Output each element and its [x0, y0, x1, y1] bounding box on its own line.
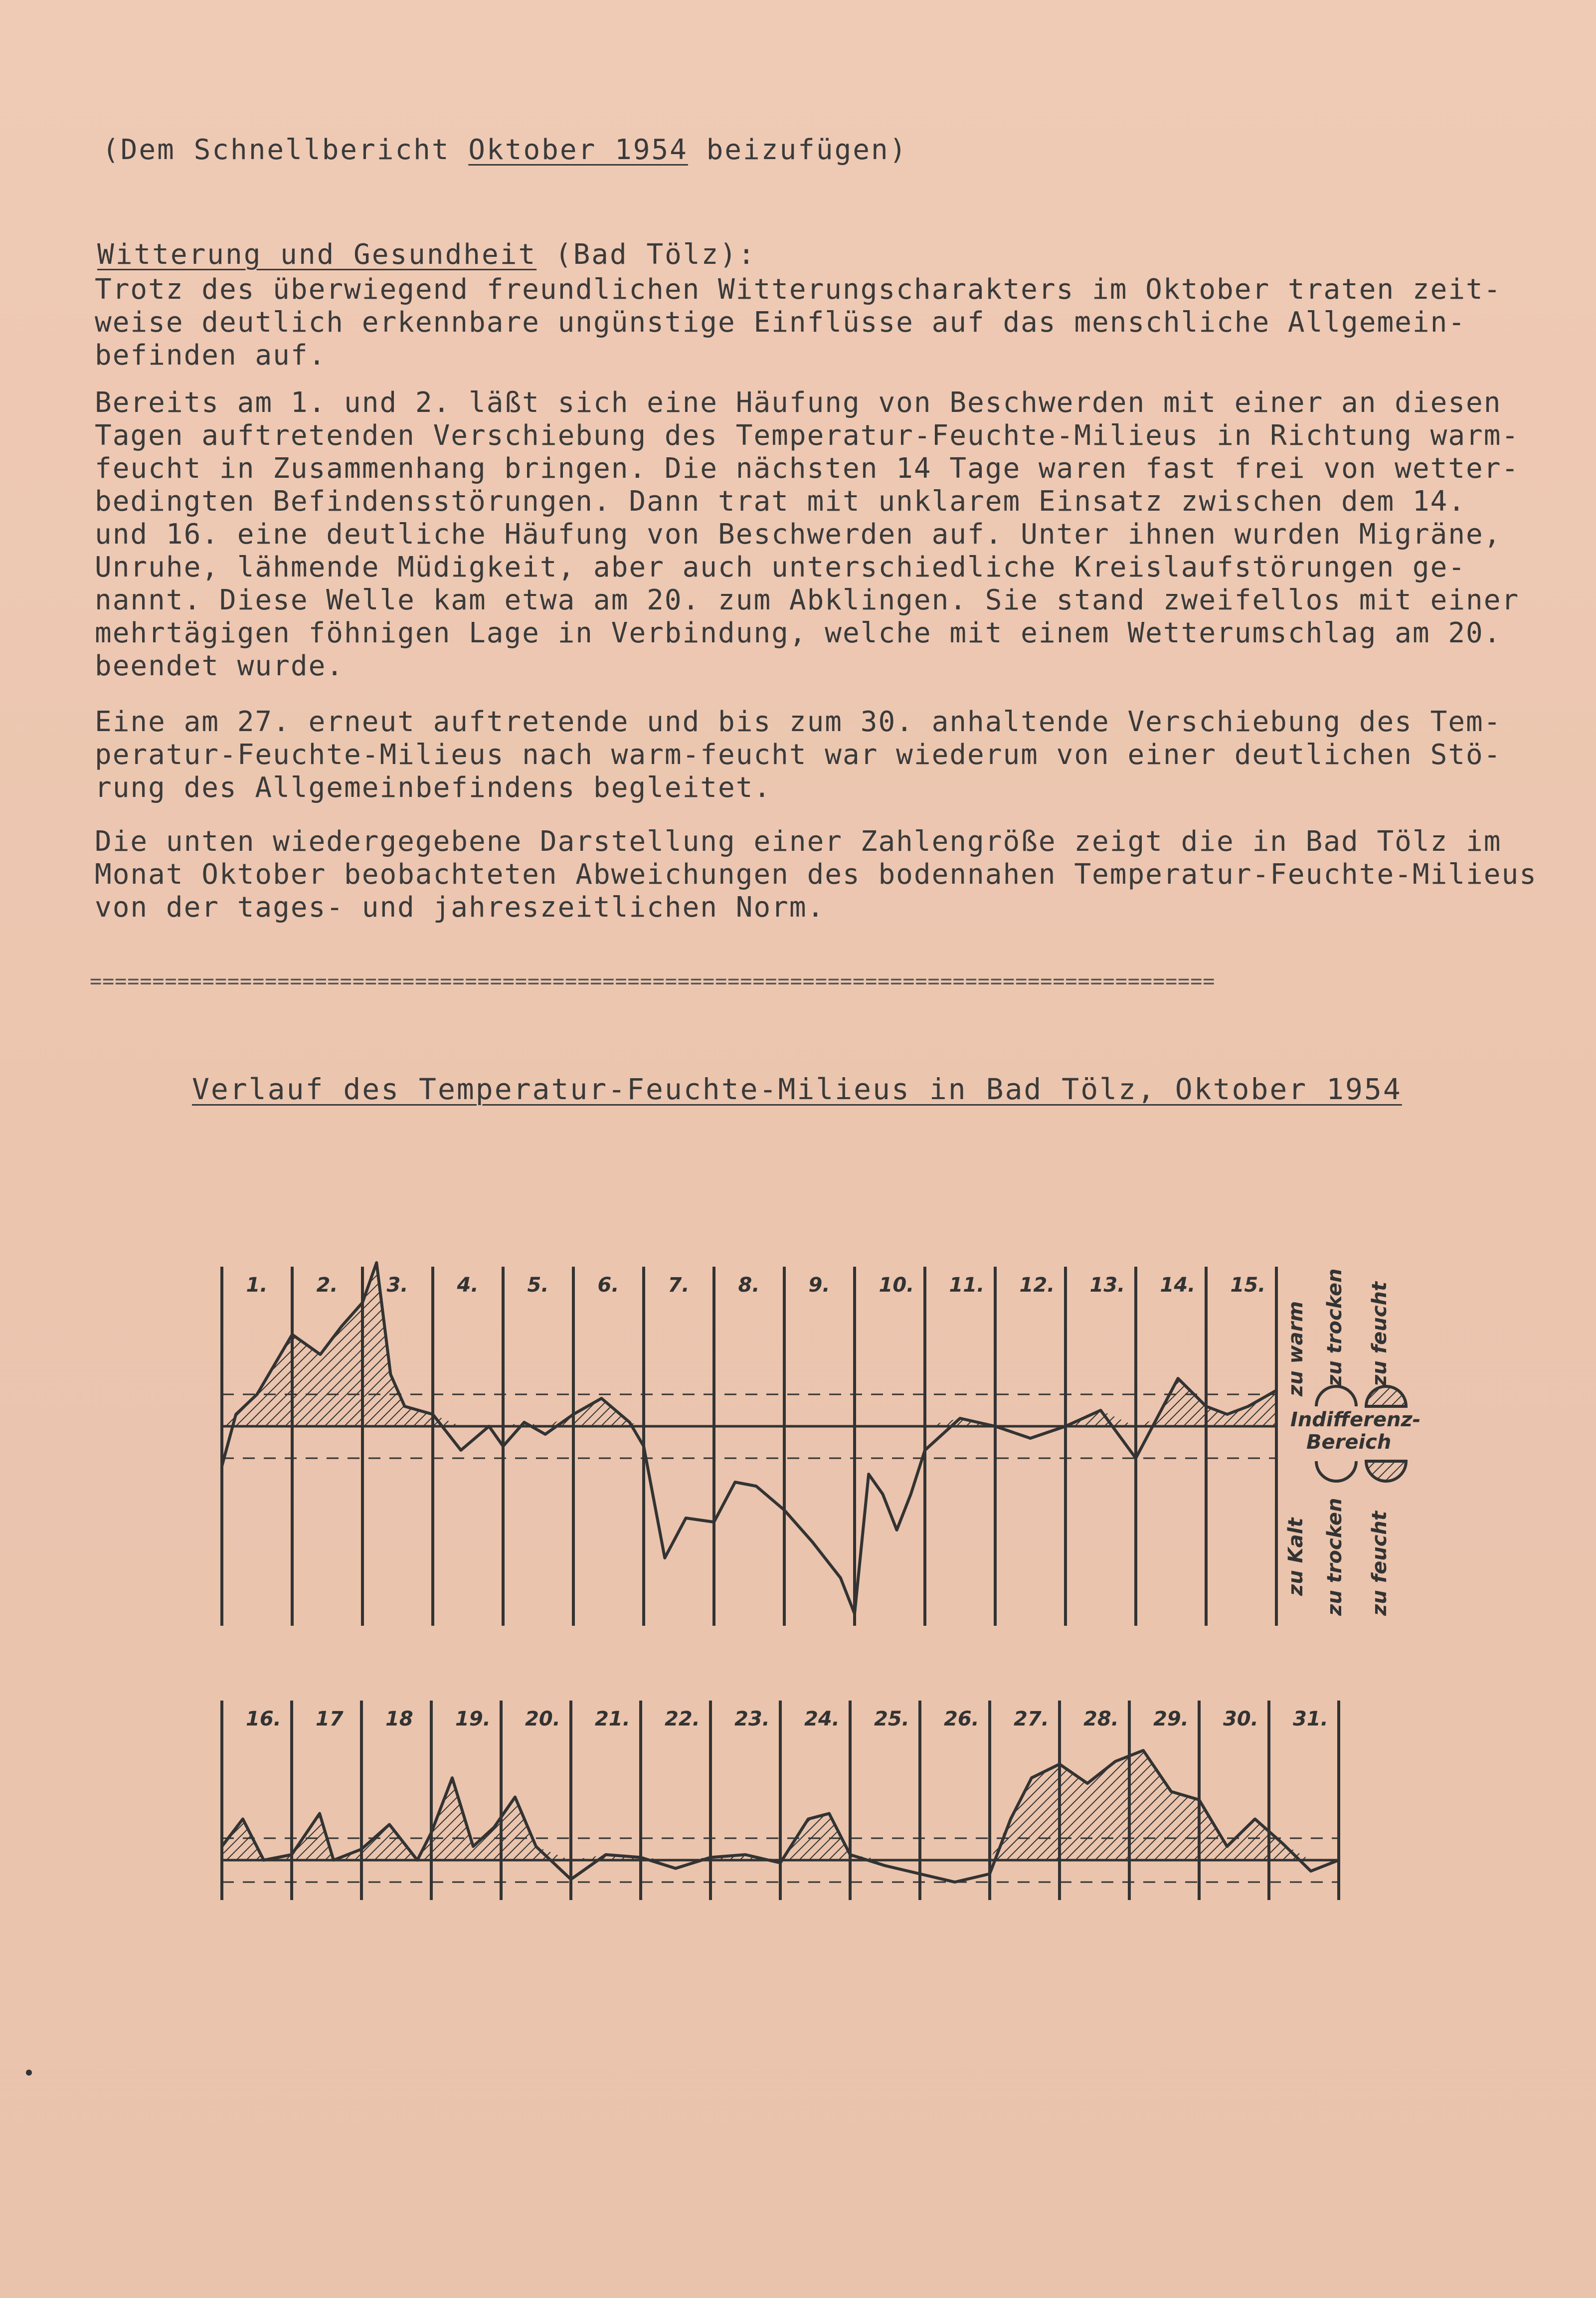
day-label: 7.: [668, 1274, 690, 1297]
legend-dry-arc-top: [1316, 1386, 1356, 1406]
chart-panel-1: [222, 1263, 1276, 1626]
paragraph-4: Die unten wiedergegebene Darstellung einer Zahlengröße zeigt die in Bad Tölz im Monat Oktober beobachteten Abweichungen des bodennahen Temperatur-Feuchte-Milieus von der tages- und jahreszeitlichen Norm.: [95, 825, 1537, 924]
day-label: 21.: [595, 1708, 630, 1730]
day-label: 28.: [1083, 1708, 1119, 1730]
chart-panel-2: [222, 1701, 1339, 1900]
legend-zu-trocken-bottom: zu trocken: [1323, 1498, 1346, 1616]
day-label: 22.: [665, 1708, 700, 1730]
day-label: 13.: [1089, 1274, 1125, 1297]
day-label: 24.: [804, 1708, 840, 1730]
section-title-text: Witterung und Gesundheit: [97, 238, 537, 271]
day-label: 26.: [944, 1708, 979, 1730]
day-label: 5.: [527, 1274, 549, 1297]
day-label: 16.: [246, 1708, 281, 1730]
day-label: 20.: [525, 1708, 560, 1730]
day-label: 2.: [316, 1274, 338, 1297]
day-label: 3.: [386, 1274, 408, 1297]
legend-dry-arc-bottom: [1316, 1461, 1356, 1481]
day-label: 27.: [1014, 1708, 1049, 1730]
day-label: 31.: [1293, 1708, 1328, 1730]
day-label: 4.: [457, 1274, 479, 1297]
day-label: 10.: [879, 1274, 914, 1297]
hole-punch-mark: [26, 2070, 32, 2076]
day-label: 1.: [246, 1274, 268, 1297]
legend-bereich: Bereich: [1306, 1431, 1392, 1454]
day-label: 17: [316, 1708, 344, 1730]
paragraph-3: Eine am 27. erneut auftretende und bis zum 30. anhaltende Verschiebung des Tem- peratur-Feuchte-Milieus nach warm-feucht war wiederum von einer deutlichen Stö- rung des Allgemeinbefindens begleitet.: [95, 706, 1502, 804]
header-month: Oktober 1954: [468, 134, 688, 166]
chart-legend: [1284, 1268, 1420, 1616]
paragraph-1: Trotz des überwiegend freundlichen Witterungscharakters im Oktober traten zeit- weise deutlich erkennbare ungünstige Einflüsse auf das menschliche Allgemein- befinden auf.: [95, 273, 1502, 372]
legend-indifferenz: Indifferenz-: [1290, 1408, 1421, 1431]
day-label: 15.: [1230, 1274, 1266, 1297]
legend-zu-warm: zu warm: [1284, 1301, 1307, 1396]
header-prefix: (Dem Schnellbericht: [102, 134, 469, 166]
legend-zu-feucht-bottom: zu feucht: [1368, 1511, 1391, 1616]
legend-zu-feucht-top: zu feucht: [1368, 1282, 1391, 1386]
day-label: 11.: [949, 1274, 985, 1297]
day-label: 29.: [1153, 1708, 1189, 1730]
day-label: 9.: [808, 1274, 830, 1297]
day-label: 19.: [455, 1708, 491, 1730]
day-label: 6.: [597, 1274, 619, 1297]
day-label: 14.: [1160, 1274, 1196, 1297]
legend-zu-kalt: zu Kalt: [1284, 1518, 1307, 1596]
section-title: [97, 238, 756, 271]
header-note: [102, 134, 907, 166]
chart-svg: [0, 1237, 1596, 1935]
legend-zu-trocken-top: zu trocken: [1323, 1268, 1346, 1386]
day-label: 18: [385, 1708, 413, 1730]
day-label: 25.: [874, 1708, 909, 1730]
section-place: (Bad Tölz):: [536, 238, 756, 271]
paragraph-2: Bereits am 1. und 2. läßt sich eine Häufung von Beschwerden mit einer an diesen Tagen auftretenden Verschiebung des Temperatur-Feuchte-Milieus in Richtung warm- feucht in Zusammenhang bringen. Die nächsten 14 Tage waren fast frei von wetter- bedingten Befindensstörungen. Dann trat mit unklarem Einsatz zwischen dem 14. und 16. eine deutliche Häufung von Beschwerden auf. Unter ihnen wurden Migräne, Unruhe, lähmende Müdigkeit, aber auch unterschiedliche Kreislaufstörungen ge- nannt. Diese Welle kam etwa am 20. zum Abklingen. Sie stand zweifellos mit einer mehrtägigen föhnigen Lage in Verbindung, welche mit einem Wetterumschlag am 20. beendet wurde.: [95, 386, 1520, 682]
day-label: 12.: [1019, 1274, 1055, 1297]
day-label: 30.: [1223, 1708, 1258, 1730]
legend-humid-arc-bottom: [1366, 1461, 1406, 1481]
chart-title: Verlauf des Temperatur-Feuchte-Milieus in Bad Tölz, Oktober 1954: [192, 1072, 1402, 1106]
header-suffix: beizufügen): [688, 134, 908, 166]
separator-line: ==========================================================================================: [90, 970, 1216, 993]
day-label: 8.: [738, 1274, 760, 1297]
legend-humid-arc-top: [1366, 1386, 1406, 1406]
day-label: 23.: [734, 1708, 770, 1730]
